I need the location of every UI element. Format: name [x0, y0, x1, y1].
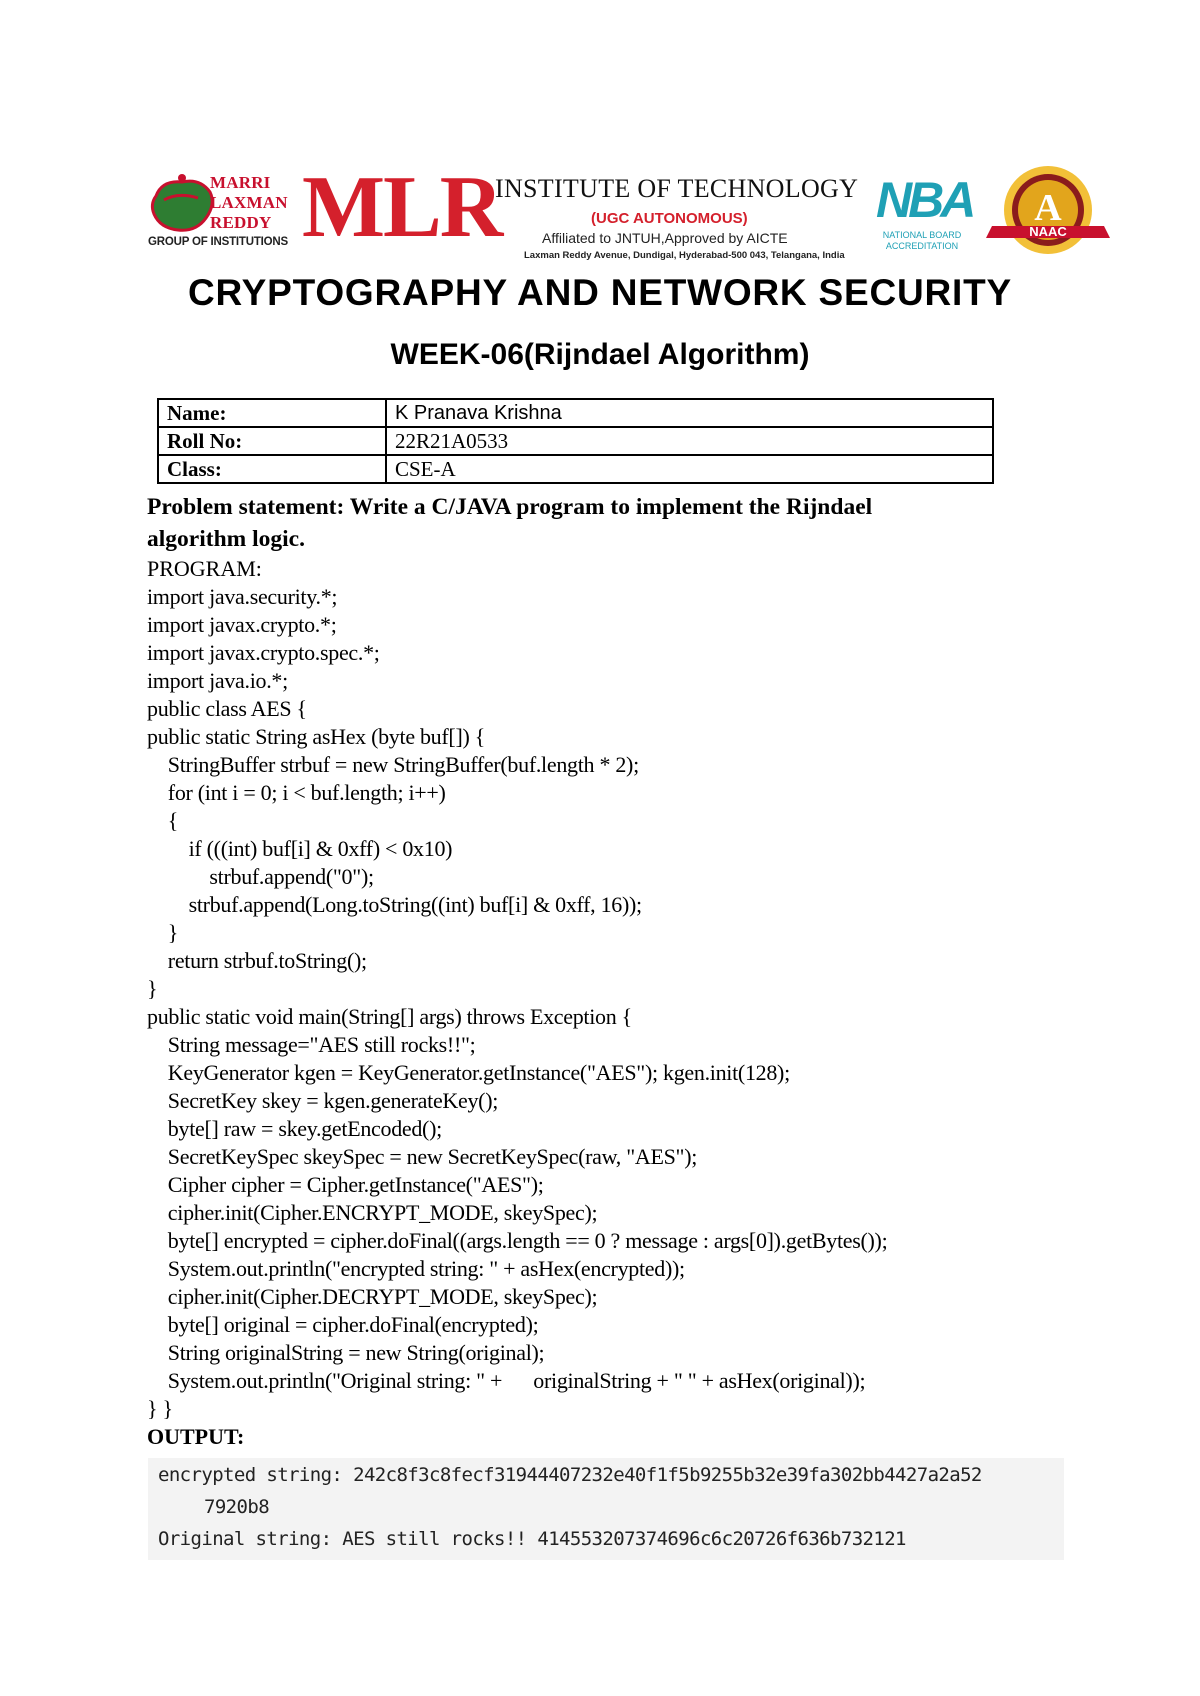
- console-line: encrypted string: 242c8f3c8fecf31944407232e40f1f5b9255b32e39fa302bb4427a2a52: [158, 1464, 982, 1486]
- code-line: {: [147, 808, 179, 833]
- class-value: CSE-A: [386, 455, 993, 483]
- code-line: for (int i = 0; i < buf.length; i++): [147, 780, 446, 805]
- ugc-autonomous: (UGC AUTONOMOUS): [591, 210, 748, 227]
- code-block: [147, 583, 1147, 1423]
- code-line: String originalString = new String(original);: [147, 1340, 545, 1365]
- mlr-brand: MLR: [302, 159, 502, 256]
- console-line: Original string: AES still rocks!! 414553207374696c6c20726f636b732121: [158, 1528, 906, 1550]
- class-label: Class:: [158, 455, 386, 483]
- letterhead: [148, 159, 1128, 268]
- code-line: cipher.init(Cipher.DECRYPT_MODE, skeySpec);: [147, 1284, 598, 1309]
- nba-caption-line2: ACCREDITATION: [885, 241, 959, 251]
- table-row: [158, 427, 993, 455]
- console-line: 7920b8: [204, 1496, 270, 1518]
- nba-caption-line1: NATIONAL BOARD: [882, 230, 962, 240]
- code-line: byte[] raw = skey.getEncoded();: [147, 1116, 442, 1141]
- code-line: public static void main(String[] args) throws Exception {: [147, 1004, 632, 1029]
- code-line: public static String asHex (byte buf[]) {: [147, 724, 485, 749]
- code-line: strbuf.append(Long.toString((int) buf[i] & 0xff, 16));: [147, 892, 642, 917]
- student-info-table: [157, 398, 994, 484]
- code-line: StringBuffer strbuf = new StringBuffer(buf.length * 2);: [147, 752, 639, 777]
- code-line: public class AES {: [147, 696, 307, 721]
- code-line: SecretKeySpec skeySpec = new SecretKeySpec(raw, "AES");: [147, 1144, 698, 1169]
- institute-name: INSTITUTE OF TECHNOLOGY: [495, 174, 859, 203]
- name-value: K Pranava Krishna: [386, 399, 993, 427]
- code-line: }: [147, 976, 158, 1001]
- code-line: }: [147, 920, 179, 945]
- naac-seal-icon: [986, 162, 1116, 262]
- roll-label: Roll No:: [158, 427, 386, 455]
- logo-text-marri: MARRI: [210, 173, 271, 192]
- problem-line-1: Problem statement: Write a C/JAVA program to implement the Rijndael: [147, 494, 873, 520]
- problem-statement: [147, 491, 1147, 555]
- output-label: OUTPUT:: [147, 1424, 245, 1449]
- code-line: byte[] original = cipher.doFinal(encrypted);: [147, 1312, 539, 1337]
- table-row: [158, 455, 993, 483]
- console-output: [148, 1458, 1064, 1560]
- roll-value: 22R21A0533: [386, 427, 993, 455]
- code-line: import javax.crypto.spec.*;: [147, 640, 380, 665]
- address: Laxman Reddy Avenue, Dundigal, Hyderabad-500 043, Telangana, India: [524, 250, 845, 261]
- code-line: if (((int) buf[i] & 0xff) < 0x10): [147, 836, 453, 861]
- code-line: SecretKey skey = kgen.generateKey();: [147, 1088, 499, 1113]
- code-line: KeyGenerator kgen = KeyGenerator.getInstance("AES"); kgen.init(128);: [147, 1060, 790, 1085]
- document-title: CRYPTOGRAPHY AND NETWORK SECURITY: [187, 272, 1012, 313]
- map-emblem-icon: [148, 174, 218, 236]
- table-row: [158, 399, 993, 427]
- naac-label: NAAC: [1029, 224, 1067, 239]
- problem-line-2: algorithm logic.: [147, 526, 305, 552]
- code-line: byte[] encrypted = cipher.doFinal((args.length == 0 ? message : args[0]).getBytes());: [147, 1228, 888, 1253]
- naac-grade: A: [1034, 187, 1062, 229]
- code-line: strbuf.append("0");: [147, 864, 374, 889]
- logo-text-laxman: LAXMAN: [210, 193, 288, 212]
- code-line: import java.security.*;: [147, 584, 338, 609]
- code-line: Cipher cipher = Cipher.getInstance("AES");: [147, 1172, 544, 1197]
- code-line: String message="AES still rocks!!";: [147, 1032, 476, 1057]
- logo-text-reddy: REDDY: [210, 213, 272, 232]
- code-line: System.out.println("encrypted string: " + asHex(encrypted));: [147, 1256, 685, 1281]
- code-line: return strbuf.toString();: [147, 948, 367, 973]
- document-body: [147, 491, 1147, 1451]
- logo-text-group: GROUP OF INSTITUTIONS: [148, 236, 288, 248]
- program-label: PROGRAM:: [147, 556, 262, 581]
- nba-caption: [872, 230, 972, 252]
- name-label: Name:: [158, 399, 386, 427]
- marri-laxman-reddy-logo: [148, 170, 298, 254]
- code-line: System.out.println("Original string: " + originalString + " " + asHex(original));: [147, 1368, 866, 1393]
- naac-seal: [986, 162, 1116, 262]
- affiliation: Affiliated to JNTUH,Approved by AICTE: [542, 230, 788, 246]
- nba-logo: [868, 172, 978, 262]
- code-line: cipher.init(Cipher.ENCRYPT_MODE, skeySpec);: [147, 1200, 598, 1225]
- code-line: import javax.crypto.*;: [147, 612, 337, 637]
- week-title: WEEK-06(Rijndael Algorithm): [390, 338, 810, 371]
- code-line: import java.io.*;: [147, 668, 288, 693]
- code-line: } }: [147, 1396, 173, 1421]
- nba-mark: NBA: [876, 172, 973, 228]
